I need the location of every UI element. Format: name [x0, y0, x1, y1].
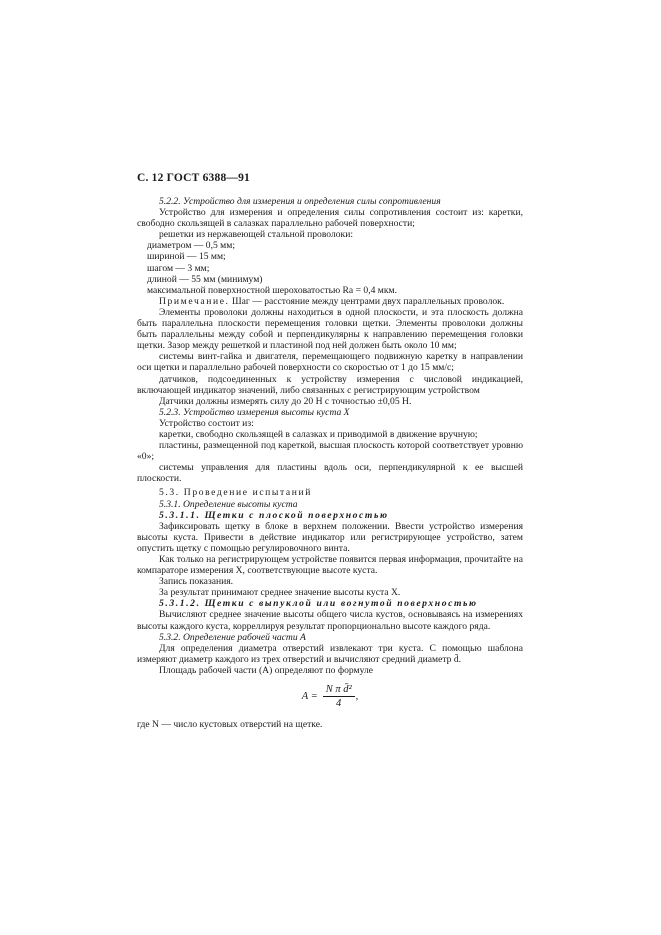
paragraph-wires: Элементы проволоки должны находиться в одной плоскости, и эта плоскость должна быть параллельна плоскости перемещения головки щетки. Элементы проволоки должны быть параллельны между собой и перпендикулярны к направлению перемещения головки щетки. Зазор между решеткой и пластиной под ней должен быть около 10 мм; — [137, 306, 523, 352]
paragraph-accuracy: Датчики должны измерять силу до 20 Н с точностью ±0,05 Н. — [159, 395, 412, 407]
param-width: шириной — 15 мм; — [147, 251, 226, 263]
paragraph-system: системы винт-гайка и двигателя, перемещающего подвижную каретку в направлении оси щетки и параллельно рабочей поверхности со скоростью от 1 до 15 мм/с; — [137, 351, 523, 374]
item-carriage: каретки, свободно скользящей в салазках и приводимой в движение вручную; — [159, 428, 478, 440]
heading-5-2-2: 5.2.2. Устройство для измерения и определения силы сопротивления — [159, 196, 441, 207]
paragraph-diameter: Для определения диаметра отверстий извлекают три куста. С помощью шаблона измеряют диаметр каждого из трех отверстий и вычисляют средний диаметр d̄. — [137, 642, 523, 665]
formula-fraction — [323, 684, 355, 709]
heading-5-3-2: 5.3.2. Определение рабочей части A — [159, 631, 306, 643]
note-label: Примечание. — [159, 295, 230, 307]
param-diameter: диаметром — 0,5 мм; — [147, 240, 235, 252]
note — [137, 296, 523, 307]
paragraph-comparator: Как только на регистрирующем устройстве появится первая информация, прочитайте на компараторе измерения X, соответствующие высоте куста. — [137, 554, 523, 577]
item-plate: пластины, размещенной под кареткой, высшая плоскость которой соответствует уровню «0»; — [137, 440, 523, 463]
paragraph-record: Запись показания. — [159, 576, 234, 588]
paragraph-result: За результат принимают среднее значение высоты куста X. — [159, 587, 401, 599]
paragraph-footer: где N — число кустовых отверстий на щетке. — [137, 719, 323, 731]
heading-5-3-1: 5.3.1. Определение высоты куста — [159, 498, 298, 510]
area-formula — [137, 684, 523, 709]
note-text: Шаг — расстояние между центрами двух параллельных проволок. — [231, 295, 505, 307]
heading-5-2-3: 5.2.3. Устройство измерения высоты куста X — [159, 406, 350, 418]
paragraph-fix-brush: Зафиксировать щетку в блоке в верхнем положении. Ввести устройство измерения высоты куста. Привести в действие индикатор или регистрирующее устройство, затем опустить щетку с помощью регулировочного винта. — [137, 520, 523, 554]
heading-5-3-1-1: 5.3.1.1. Щетки с плоской поверхностью — [159, 509, 389, 521]
paragraph-intro: Устройство для измерения и определения силы сопротивления состоит из: каретки, свободно скользящей в салазках параллельно рабочей поверхности; — [137, 207, 523, 230]
paragraph-area: Площадь рабочей части (A) определяют по формуле — [159, 664, 374, 676]
paragraph-consists: Устройство состоит из: — [159, 417, 254, 429]
param-pitch: шагом — 3 мм; — [147, 262, 210, 274]
paragraph-grid: решетки из нержавеющей стальной проволоки: — [159, 229, 354, 241]
paragraph-average: Вычисляют среднее значение высоты общего числа кустов, основываясь на измерениях высоты каждого куста, корреллируя результат пропорционально высоте каждого ряда. — [137, 609, 523, 632]
heading-5-3: 5.3. Проведение испытаний — [159, 487, 312, 499]
formula-denominator: 4 — [336, 698, 342, 710]
heading-5-3-1-2: 5.3.1.2. Щетки с выпуклой или вогнутой поверхностью — [159, 598, 478, 610]
param-length: длиной — 55 мм (минимум) — [147, 273, 263, 285]
formula-numerator: N π d̄² — [323, 684, 355, 697]
param-roughness: максимальной поверхностной шероховатостью Ra = 0,4 мкм. — [147, 284, 397, 296]
document-body — [137, 196, 523, 730]
item-control: системы управления для пластины вдоль оси, перпендикулярной к ее высшей плоскости. — [137, 462, 523, 485]
page-header: С. 12 ГОСТ 6388—91 — [137, 172, 250, 184]
formula-lhs: A = — [301, 691, 318, 703]
formula-comma: , — [355, 691, 359, 703]
paragraph-sensors: датчиков, подсоединенных к устройству измерения с числовой индикацией, включающей индикатор значений, либо связанных с регистрирующим устройством — [137, 373, 523, 396]
